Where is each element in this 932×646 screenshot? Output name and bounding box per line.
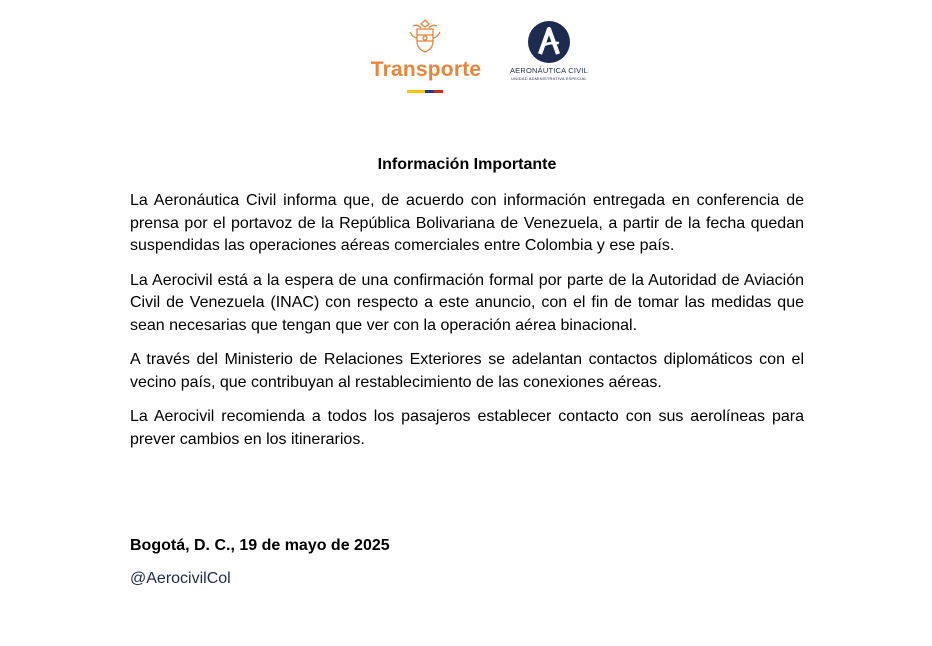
- colombia-crest-icon: [406, 18, 444, 54]
- colombia-flag-bar: [407, 90, 443, 93]
- paragraph: La Aeronáutica Civil informa que, de acuerdo con información entregada en conferencia de prensa por el portavoz de la República Bolivariana de Venezuela, a partir de la fecha quedan suspendidas las operaciones aéreas comerciales entre Colombia y ese país.: [130, 192, 804, 254]
- aerocivil-a-icon: [527, 20, 571, 64]
- social-handle: @AerocivilCol: [130, 570, 231, 587]
- document-title: Información Importante: [377, 156, 557, 173]
- flag-stripe-yellow: [407, 90, 425, 93]
- paragraph: La Aerocivil recomienda a todos los pasajeros establecer contacto con sus aerolíneas para prever cambios en los itinerarios.: [130, 408, 804, 448]
- transporte-wordmark: Transporte: [370, 58, 482, 81]
- transporte-logo: [364, 18, 488, 98]
- date-line: Bogotá, D. C., 19 de mayo de 2025: [130, 537, 390, 554]
- document-body: [130, 190, 804, 463]
- aerocivil-subtitle: UNIDAD ADMINISTRATIVA ESPECIAL: [511, 76, 587, 81]
- paragraph: La Aerocivil está a la espera de una confirmación formal por parte de la Autoridad de Aviación Civil de Venezuela (INAC) con respecto a este anuncio, con el fin de tomar las medidas que sean necesarias que tengan que ver con la operación aérea binacional.: [130, 271, 804, 334]
- flag-stripe-blue: [425, 90, 434, 93]
- aerocivil-wordmark: AERONÁUTICA CIVIL: [509, 66, 588, 75]
- aerocivil-logo: [504, 20, 594, 86]
- paragraph: A través del Ministerio de Relaciones Exteriores se adelantan contactos diplomáticos con el vecino país, que contribuyan al restablecimiento de las conexiones aéreas.: [130, 351, 804, 391]
- flag-stripe-red: [434, 90, 443, 93]
